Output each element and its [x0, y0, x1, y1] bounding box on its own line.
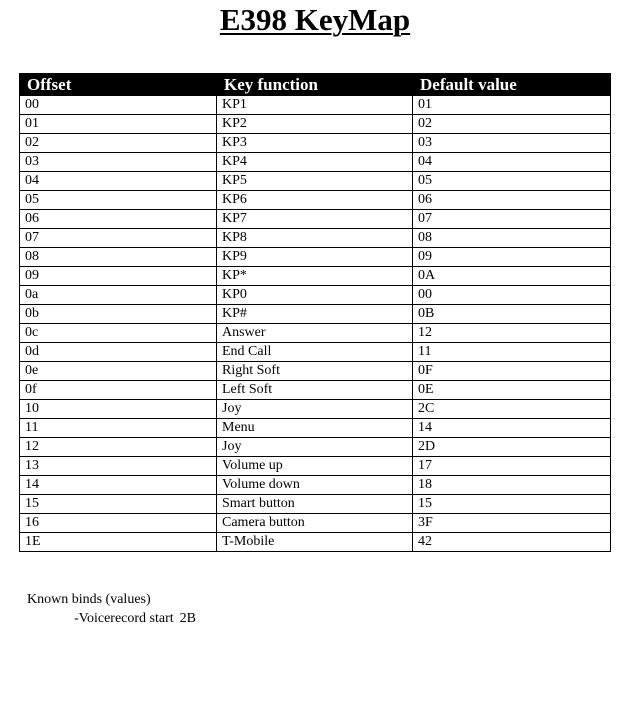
cell-default-value: 3F	[413, 514, 611, 533]
cell-offset: 08	[20, 248, 217, 267]
cell-default-value: 0E	[413, 381, 611, 400]
cell-default-value: 12	[413, 324, 611, 343]
cell-offset: 03	[20, 153, 217, 172]
table-row	[20, 324, 611, 343]
column-header-default-value: Default value	[413, 74, 611, 96]
table-row	[20, 267, 611, 286]
cell-key-function: Menu	[217, 419, 413, 438]
cell-key-function: KP4	[217, 153, 413, 172]
cell-key-function: Volume up	[217, 457, 413, 476]
cell-default-value: 14	[413, 419, 611, 438]
cell-key-function: Volume down	[217, 476, 413, 495]
table-row	[20, 305, 611, 324]
cell-offset: 01	[20, 115, 217, 134]
cell-key-function: KP1	[217, 96, 413, 115]
cell-default-value: 07	[413, 210, 611, 229]
cell-offset: 06	[20, 210, 217, 229]
cell-default-value: 11	[413, 343, 611, 362]
known-binds-notes	[27, 590, 196, 628]
table-row	[20, 533, 611, 552]
cell-key-function: Joy	[217, 438, 413, 457]
cell-offset: 0a	[20, 286, 217, 305]
table-row	[20, 343, 611, 362]
table-row	[20, 134, 611, 153]
table-row	[20, 229, 611, 248]
document-title: E398 KeyMap	[219, 2, 411, 37]
cell-default-value: 04	[413, 153, 611, 172]
cell-default-value: 2C	[413, 400, 611, 419]
cell-offset: 0d	[20, 343, 217, 362]
cell-offset: 09	[20, 267, 217, 286]
cell-default-value: 15	[413, 495, 611, 514]
cell-offset: 05	[20, 191, 217, 210]
cell-key-function: KP0	[217, 286, 413, 305]
table-row	[20, 153, 611, 172]
cell-offset: 0c	[20, 324, 217, 343]
cell-key-function: Joy	[217, 400, 413, 419]
table-body	[20, 96, 611, 552]
cell-default-value: 18	[413, 476, 611, 495]
cell-key-function: End Call	[217, 343, 413, 362]
known-bind-item	[27, 609, 196, 628]
cell-offset: 0f	[20, 381, 217, 400]
cell-offset: 04	[20, 172, 217, 191]
cell-key-function: T-Mobile	[217, 533, 413, 552]
table-row	[20, 495, 611, 514]
table-row	[20, 115, 611, 134]
table-row	[20, 191, 611, 210]
cell-key-function: KP9	[217, 248, 413, 267]
known-bind-label: -Voicerecord start	[74, 611, 174, 626]
cell-offset: 1E	[20, 533, 217, 552]
cell-offset: 11	[20, 419, 217, 438]
cell-default-value: 02	[413, 115, 611, 134]
table-row	[20, 381, 611, 400]
table-row	[20, 457, 611, 476]
cell-default-value: 0A	[413, 267, 611, 286]
column-header-offset: Offset	[20, 74, 217, 96]
table-row	[20, 514, 611, 533]
cell-offset: 02	[20, 134, 217, 153]
table-row	[20, 438, 611, 457]
cell-offset: 0e	[20, 362, 217, 381]
table-header-row	[20, 74, 611, 96]
known-bind-value: 2B	[179, 611, 196, 626]
cell-key-function: KP2	[217, 115, 413, 134]
cell-key-function: KP3	[217, 134, 413, 153]
table-row	[20, 400, 611, 419]
cell-default-value: 05	[413, 172, 611, 191]
cell-key-function: Answer	[217, 324, 413, 343]
cell-key-function: KP*	[217, 267, 413, 286]
cell-default-value: 17	[413, 457, 611, 476]
cell-offset: 0b	[20, 305, 217, 324]
cell-offset: 13	[20, 457, 217, 476]
cell-key-function: KP8	[217, 229, 413, 248]
cell-offset: 12	[20, 438, 217, 457]
cell-offset: 07	[20, 229, 217, 248]
cell-key-function: KP6	[217, 191, 413, 210]
cell-key-function: KP5	[217, 172, 413, 191]
cell-default-value: 0B	[413, 305, 611, 324]
cell-default-value: 2D	[413, 438, 611, 457]
cell-default-value: 06	[413, 191, 611, 210]
cell-key-function: Smart button	[217, 495, 413, 514]
cell-offset: 15	[20, 495, 217, 514]
cell-key-function: KP7	[217, 210, 413, 229]
known-binds-heading: Known binds (values)	[27, 592, 151, 607]
table-row	[20, 362, 611, 381]
cell-default-value: 09	[413, 248, 611, 267]
table-row	[20, 96, 611, 115]
cell-key-function: Camera button	[217, 514, 413, 533]
cell-default-value: 42	[413, 533, 611, 552]
cell-offset: 16	[20, 514, 217, 533]
cell-default-value: 08	[413, 229, 611, 248]
cell-default-value: 00	[413, 286, 611, 305]
table-row	[20, 248, 611, 267]
cell-key-function: KP#	[217, 305, 413, 324]
column-header-key-function: Key function	[217, 74, 413, 96]
cell-key-function: Right Soft	[217, 362, 413, 381]
table-row	[20, 286, 611, 305]
cell-offset: 10	[20, 400, 217, 419]
cell-default-value: 03	[413, 134, 611, 153]
table-row	[20, 210, 611, 229]
cell-default-value: 01	[413, 96, 611, 115]
cell-key-function: Left Soft	[217, 381, 413, 400]
keymap-table	[19, 73, 611, 552]
table-row	[20, 476, 611, 495]
table-row	[20, 172, 611, 191]
cell-offset: 00	[20, 96, 217, 115]
table-row	[20, 419, 611, 438]
cell-default-value: 0F	[413, 362, 611, 381]
cell-offset: 14	[20, 476, 217, 495]
